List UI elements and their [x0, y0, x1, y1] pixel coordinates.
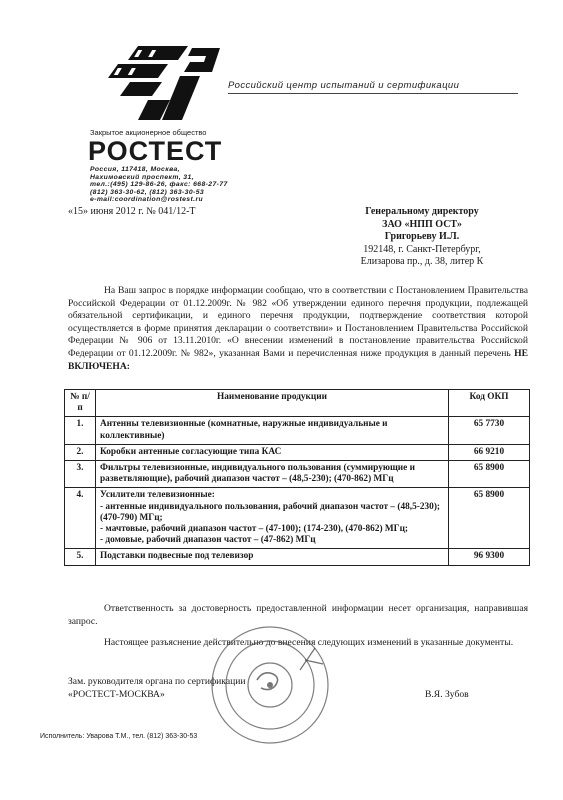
product-subitem: - мачтовые, рабочий диапазон частот – (47-100); (174-230), (470-862) МГц;	[100, 524, 409, 535]
recipient-block	[322, 206, 522, 269]
product-subitem: - домовые, рабочий диапазон частот – (47-862) МГц	[100, 535, 316, 546]
column-header: № п/п	[65, 390, 96, 417]
row-number: 4.	[65, 488, 96, 549]
row-number: 1.	[65, 417, 96, 444]
company-type: Закрытое акционерное общество	[90, 128, 207, 137]
rostest-logo	[108, 40, 226, 124]
company-address	[90, 166, 228, 204]
product-name: Подставки подвесные под телевизор	[96, 549, 449, 565]
paragraph-text: На Ваш запрос в порядке информации сообщаю, что в соответствии с Постановлением Правительства Российской Федерации от 01.12.2009г. № 982 «Об утверждении единого перечня продукции, подлежащей обязательной сертификации, и единого перечня продукции, подтверждение соответствия которой осуществляется в форме принятия декларации о соответствии» и Постановлением Правительства Российской Федерации № 906 от 13.11.2010г. «О внесении изменений в постановление правительства Российской Федерации от 01.12.2009г. № 982», указанная Вами и перечисленная ниже продукция в данный перечень	[68, 285, 528, 359]
table-header-row	[65, 390, 530, 417]
table-row	[65, 549, 530, 565]
signatory-position: Зам. руководителя органа по сертификации	[68, 676, 246, 687]
signatory-organization: «РОСТЕСТ-МОСКВА»	[68, 688, 165, 700]
okp-code: 96 9300	[449, 549, 530, 565]
address-line: Нахимовский проспект, 31,	[90, 173, 194, 181]
product-table	[64, 389, 530, 566]
recipient-company: ЗАО «НПП ОСТ»	[382, 218, 462, 230]
product-name: Коробки антенные согласующие типа КАС	[96, 444, 449, 460]
paragraph-text: Настоящее разъяснение действительно до внесения следующих изменений в указанные документы.	[104, 637, 514, 648]
product-name	[96, 488, 449, 549]
address-line: тел.:(495) 129-86-26, факс: 668-27-77	[90, 181, 228, 189]
address-line: e-mail:coordination@rostest.ru	[90, 196, 204, 204]
address-line: (812) 363-30-62, (812) 363-30-53	[90, 188, 205, 196]
okp-code: 65 8900	[449, 488, 530, 549]
signatory-name: В.Я. Зубов	[425, 689, 469, 700]
document-reference: «15» июня 2012 г. № 041/12-Т	[68, 206, 196, 217]
table-row	[65, 444, 530, 460]
column-header: Наименование продукции	[96, 390, 449, 417]
okp-code: 65 8900	[449, 461, 530, 488]
negation-text: НЕ ВКЛЮЧЕНА:	[68, 347, 529, 372]
row-number: 5.	[65, 549, 96, 565]
tagline: Российский центр испытаний и сертификации	[228, 80, 460, 91]
recipient-address: 192148, г. Санкт-Петербург,	[363, 243, 481, 255]
address-line: Россия, 117418, Москва,	[90, 166, 180, 173]
executor-info: Исполнитель: Уварова Т.М., тел. (812) 363-30-53	[40, 733, 198, 740]
brand-name: РОСТЕСТ	[88, 136, 223, 166]
table-row	[65, 461, 530, 488]
recipient-title: Генеральному директору	[365, 206, 479, 217]
official-stamp	[205, 620, 335, 750]
header-rule	[228, 93, 518, 94]
table-row	[65, 417, 530, 444]
okp-code: 66 9210	[449, 444, 530, 460]
row-number: 3.	[65, 461, 96, 488]
product-name-main: Усилители телевизионные:	[100, 490, 215, 501]
row-number: 2.	[65, 444, 96, 460]
recipient-address: Елизарова пр., д. 38, литер К	[360, 256, 484, 267]
paragraph-text: Ответственность за достоверность предоставленной информации несет организация, направившая запрос.	[68, 603, 528, 627]
product-name: Фильтры телевизионные, индивидуального пользования (суммирующие и разветвляющие), рабочий диапазон частот – (48,5-230); (470-862) МГц	[96, 461, 449, 488]
main-paragraph	[68, 285, 528, 373]
recipient-name: Григорьеву И.Л.	[384, 231, 460, 242]
product-subitem: - антенные индивидуального пользования, рабочий диапазон частот – (48,5-230); (470-790) МГц;	[100, 501, 441, 523]
column-header: Код ОКП	[449, 390, 530, 417]
product-name: Антенны телевизионные (комнатные, наружные индивидуальные и коллективные)	[96, 417, 449, 444]
okp-code: 65 7730	[449, 417, 530, 444]
table-row	[65, 488, 530, 549]
